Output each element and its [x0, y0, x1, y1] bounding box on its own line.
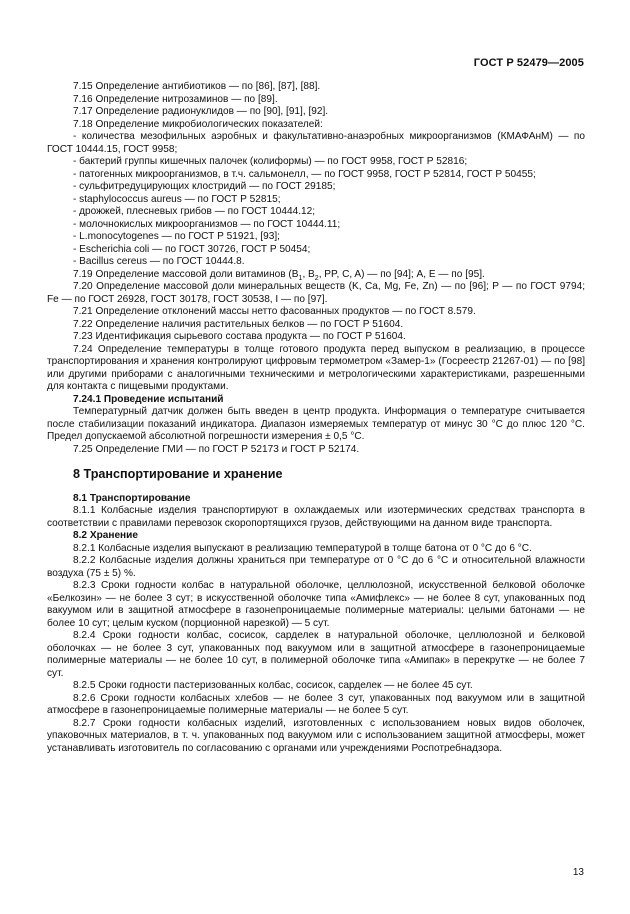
micro-item: - бактерий группы кишечных палочек (колиформы) — по ГОСТ 9958, ГОСТ Р 52816; — [73, 156, 468, 167]
para-7-24-1: Температурный датчик должен быть введен в центр продукта. Информация о температуре считывается после стабилизации показаний индикатора. Диапазон измеряемых температур от минус 30 °С до плюс 120 °С. Предел допускаемой абсолютной погрешности измерения ± 0,5 °С. — [47, 406, 585, 442]
micro-item: - Bacillus cereus — по ГОСТ 10444.8. — [73, 256, 245, 267]
para-7-25: 7.25 Определение ГМИ — по ГОСТ Р 52173 и ГОСТ Р 52174. — [73, 443, 360, 455]
para-7-16: 7.16 Определение нитрозаминов — по [89]. — [73, 93, 278, 105]
para-7-23: 7.23 Идентификация сырьевого состава продукта — по ГОСТ Р 51604. — [73, 331, 406, 342]
para-7-19-text-c: , PP, C, A) — по [94]; A, E — по [95]. — [318, 268, 485, 280]
section-8-title: 8 Транспортирование и хранение — [73, 467, 283, 481]
micro-item: - сульфитредуцирующих клостридий — по ГОСТ 29185; — [73, 181, 336, 192]
para-7-21: 7.21 Определение отклонений массы нетто фасованных продуктов — по ГОСТ 8.579. — [73, 306, 476, 317]
subscript-2: 2 — [314, 274, 319, 282]
para-7-19-text-a: 7.19 Определение массовой доли витаминов (B — [73, 268, 299, 280]
para-7-19-text-b: , B — [302, 268, 315, 280]
para-8-2-1: 8.2.1 Колбасные изделия выпускают в реализацию температурой в толще батона от 0 °С до 6 °С. — [73, 542, 532, 554]
para-7-24: 7.24 Определение температуры в толще готового продукта перед выпуском в реализацию, в процессе транспортирования и хранения контролируют цифровым термометром «Замер-1» (Госреестр 21267-01) — по [98] или другими приборами с аналогичными техническими и метрологическими характеристиками, разрешенными для контакта с пищевыми продуктами. — [47, 343, 585, 392]
para-8-2-6: 8.2.6 Сроки годности колбасных хлебов — не более 3 сут, упакованных под вакуумом или в защитной атмосфере в газонепроницаемые полимерные материалы — не более 5 сут. — [47, 692, 585, 716]
micro-item: - Escherichia coli — по ГОСТ 30726, ГОСТ Р 50454; — [73, 243, 311, 255]
page-number: 13 — [572, 867, 584, 878]
micro-item: - количества мезофильных аэробных и факультативно-анаэробных микроорганизмов (КМАФАнМ) — по ГОСТ 10444.15, ГОСТ 9958; — [47, 131, 585, 155]
para-7-20: 7.20 Определение массовой доли минеральных веществ (K, Ca, Mg, Fe, Zn) — по [96]; P — по ГОСТ 9794; Fe — по ГОСТ 26928, ГОСТ 30178, ГОСТ 30538, I — по [97]. — [47, 281, 585, 305]
para-7-19 — [47, 269, 585, 282]
subscript-1: 1 — [298, 274, 303, 282]
para-8-2-7: 8.2.7 Сроки годности колбасных изделий, изготовленных с использованием новых видов оболочек, упаковочных материалов, в т. ч. упакованных под вакуумом или с использованием защитной атмосферы, может устанавливать изготовитель по согласованию с органами или учреждениями Роспотребнадзора. — [47, 717, 585, 754]
para-7-15: 7.15 Определение антибиотиков — по [86], [87], [88]. — [73, 81, 321, 92]
heading-8-2: 8.2 Хранение — [73, 530, 138, 541]
para-7-17: 7.17 Определение радионуклидов — по [90], [91], [92]. — [73, 106, 329, 117]
para-7-22: 7.22 Определение наличия растительных белков — по ГОСТ Р 51604. — [73, 318, 404, 330]
document-body — [47, 81, 585, 755]
para-8-2-5: 8.2.5 Сроки годности пастеризованных колбас, сосисок, сарделек — не более 45 сут. — [73, 680, 473, 691]
micro-item: - молочнокислых микроорганизмов — по ГОСТ 10444.11; — [73, 218, 341, 230]
micro-item: - staphylococcus aureus — по ГОСТ Р 52815; — [73, 193, 281, 205]
para-8-2-2: 8.2.2 Колбасные изделия должны храниться при температуре от 0 °С до 6 °С и относительной влажности воздуха (75 ± 5) %. — [47, 555, 585, 579]
document-id-header: ГОСТ Р 52479—2005 — [473, 57, 584, 69]
micro-item: - дрожжей, плесневых грибов — по ГОСТ 10444.12; — [73, 206, 316, 217]
heading-8-1: 8.1 Транспортирование — [73, 492, 191, 504]
micro-item: - патогенных микроорганизмов, в т.ч. сальмонелл, — по ГОСТ 9958, ГОСТ Р 52814, ГОСТ Р 50455; — [73, 168, 536, 180]
para-7-18: 7.18 Определение микробиологических показателей: — [73, 118, 323, 130]
para-8-2-4: 8.2.4 Сроки годности колбас, сосисок, сарделек в натуральной оболочке, целлюлозной и белковой оболочках — не более 3 сут, упакованных под вакуумом или в защитной атмосфере в газонепроницаемые полимерные материалы — не более 10 сут, в полимерной оболочке типа «Амипак» в перекрутке — не более 7 сут. — [47, 630, 585, 679]
micro-item: - L.monocytogenes — по ГОСТ Р 51921, [93]; — [73, 231, 280, 242]
para-8-1-1: 8.1.1 Колбасные изделия транспортируют в охлаждаемых или изотермических средствах транспорта в соответствии с правилами перевозок скоропортящихся грузов, действующими на данном виде транспорта. — [47, 505, 585, 529]
para-8-2-3: 8.2.3 Сроки годности колбас в натуральной оболочке, целлюлозной, искусственной белковой оболочке «Белкозин» — не более 3 сут; в искусственной оболочке типа «Амифлекс» — не более 8 сут, упакованных под вакуумом или в защитной атмосфере в газонепроницаемые полимерные материалы: целыми батонами — не более 10 сут; целым куском (порционной нарезкой) — 5 сут. — [47, 580, 585, 629]
heading-7-24-1: 7.24.1 Проведение испытаний — [73, 393, 224, 405]
